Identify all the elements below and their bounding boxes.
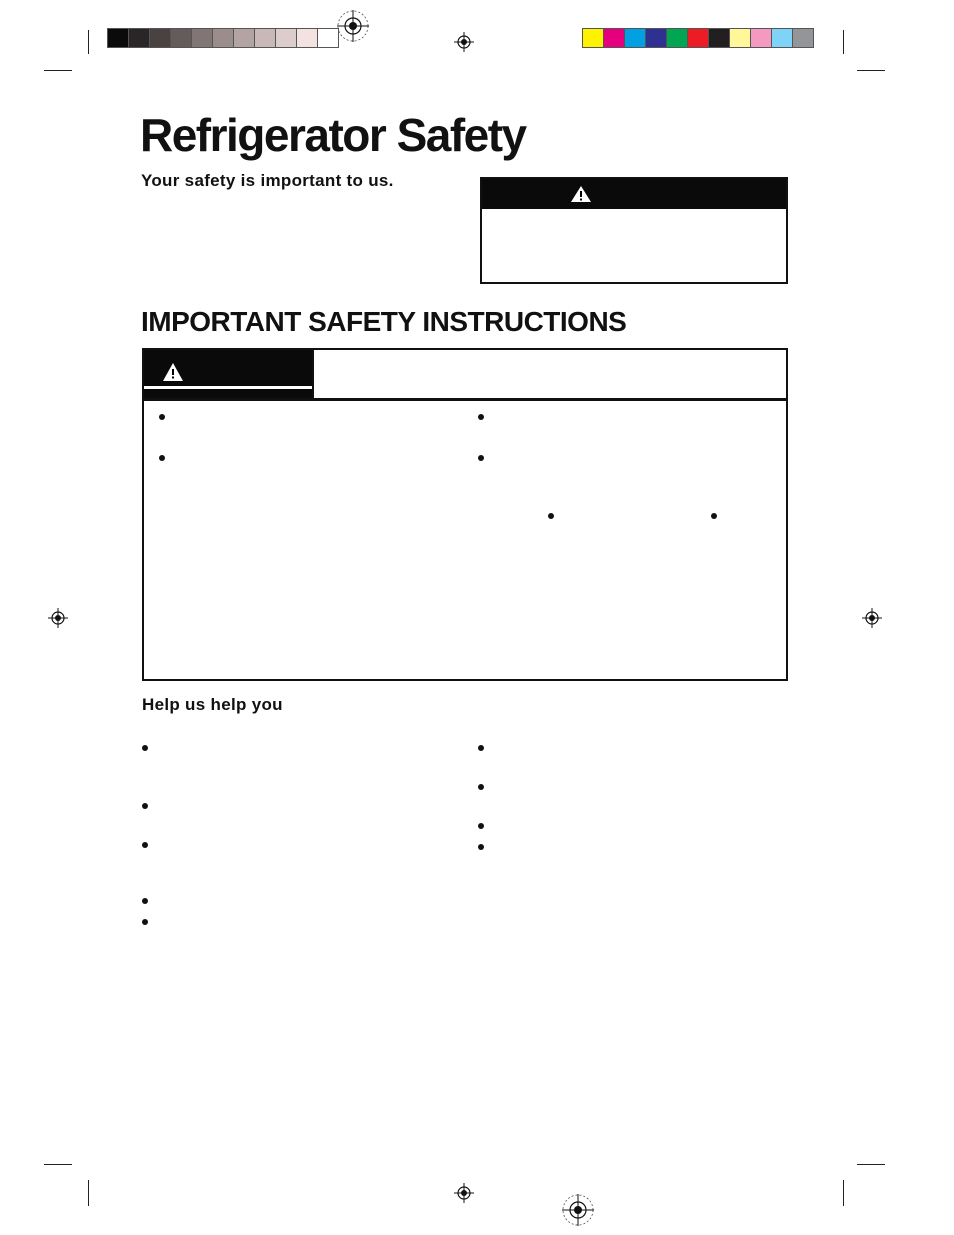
crop-mark: [843, 30, 844, 54]
list-bullet: [478, 823, 484, 829]
crop-mark: [88, 30, 89, 54]
color-swatch: [792, 28, 814, 48]
list-bullet: [478, 455, 484, 461]
color-swatch: [107, 28, 129, 48]
color-swatch: [624, 28, 646, 48]
color-swatch: [212, 28, 234, 48]
color-swatch: [275, 28, 297, 48]
color-swatch: [296, 28, 318, 48]
color-swatch: [729, 28, 751, 48]
color-swatch: [128, 28, 150, 48]
crop-mark: [44, 70, 72, 71]
registration-target-icon: [454, 1183, 474, 1203]
warning-triangle-icon: [570, 185, 592, 208]
crop-mark: [44, 1164, 72, 1165]
list-bullet: [142, 745, 148, 751]
warning-header-band: [482, 179, 786, 209]
color-swatch: [666, 28, 688, 48]
list-bullet: [142, 803, 148, 809]
page-title: Refrigerator Safety: [140, 109, 526, 161]
color-swatch: [233, 28, 255, 48]
color-swatch: [191, 28, 213, 48]
safety-subtitle: Your safety is important to us.: [141, 171, 394, 190]
list-bullet: [711, 513, 717, 519]
list-bullet: [478, 745, 484, 751]
color-swatch: [750, 28, 772, 48]
crop-mark: [843, 1180, 844, 1206]
color-swatch: [317, 28, 339, 48]
box-divider: [144, 398, 786, 401]
label-stripe: [144, 386, 312, 389]
list-bullet: [478, 414, 484, 420]
registration-starburst-icon: [560, 1192, 596, 1228]
list-bullet: [142, 842, 148, 848]
warning-label-band: [144, 350, 312, 400]
list-bullet: [142, 898, 148, 904]
crop-mark: [857, 1164, 885, 1165]
list-bullet: [478, 784, 484, 790]
help-heading: Help us help you: [142, 695, 283, 714]
warning-header-area: [312, 350, 786, 398]
list-bullet: [548, 513, 554, 519]
color-swatch: [708, 28, 730, 48]
list-bullet: [159, 414, 165, 420]
registration-target-icon: [862, 608, 882, 628]
list-bullet: [478, 844, 484, 850]
color-swatch: [603, 28, 625, 48]
safety-instructions-box: [142, 348, 788, 681]
color-swatch: [149, 28, 171, 48]
color-swatch: [771, 28, 793, 48]
color-swatch: [170, 28, 192, 48]
color-swatch: [254, 28, 276, 48]
list-bullet: [159, 455, 165, 461]
list-bullet: [142, 919, 148, 925]
color-swatch: [582, 28, 604, 48]
registration-starburst-icon: [335, 8, 371, 44]
registration-target-icon: [454, 32, 474, 52]
warning-box: [480, 177, 788, 284]
color-swatch: [645, 28, 667, 48]
section-title: IMPORTANT SAFETY INSTRUCTIONS: [141, 306, 627, 337]
warning-triangle-icon: [162, 362, 184, 387]
crop-mark: [857, 70, 885, 71]
color-swatch: [687, 28, 709, 48]
registration-target-icon: [48, 608, 68, 628]
crop-mark: [88, 1180, 89, 1206]
